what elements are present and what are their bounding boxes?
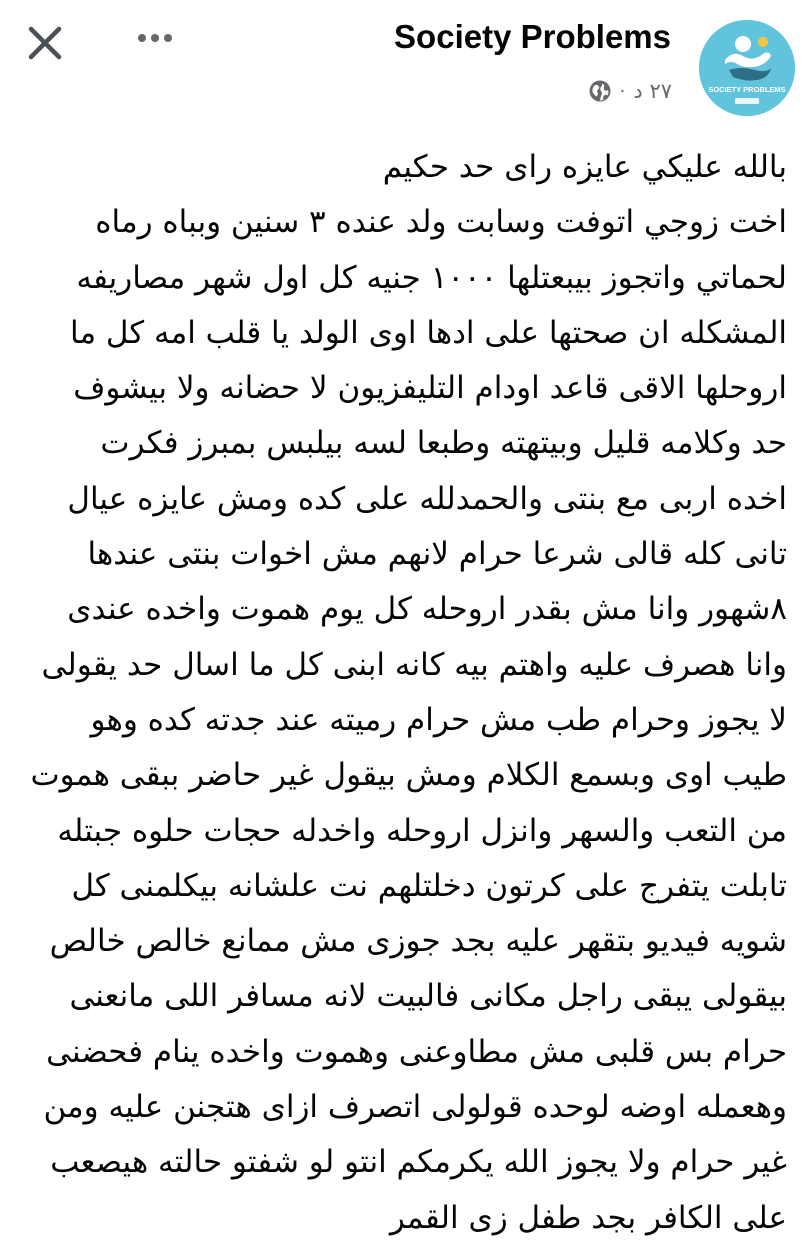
post-text-line: من التعب والسهر وانزل اروحله واخدله حجات حلوه جبتله xyxy=(57,812,787,849)
avatar[interactable] xyxy=(699,20,795,116)
post-text-line: ٨شهور وانا مش بقدر اروحله كل يوم هموت واخده عندى xyxy=(67,591,787,628)
more-horizontal-icon xyxy=(164,34,172,42)
post-text-line: طيب اوى وبسمع الكلام ومش بيقول غير حاضر ببقى هموت xyxy=(30,757,787,794)
post-text-line: تانى كله قالى شرعا حرام لانهم مش اخوات بنتى عندها xyxy=(87,536,787,573)
post-text-line: شويه فيديو بتقهر عليه بجد جوزى مش ممانع خالص خالص xyxy=(49,923,787,960)
globe-icon[interactable] xyxy=(588,79,612,103)
more-horizontal-icon xyxy=(151,34,159,42)
close-button[interactable] xyxy=(22,20,68,66)
post-text-line: تابلت يتفرج على كرتون دخلتلهم نت علشانه بيكلمنى كل xyxy=(71,867,787,904)
post-text-line: وهعمله اوضه لوحده قولولى اتصرف ازاى هتجنن عليه ومن xyxy=(43,1089,787,1126)
society-problems-logo xyxy=(699,20,795,116)
close-icon xyxy=(22,20,68,66)
post-text-line: وانا هصرف عليه واهتم بيه كانه ابنى كل ما اسال حد يقولى xyxy=(41,646,787,683)
post-text-line: بيقولى يبقى راجل مكانى فالبيت لانه مسافر اللى مانعنى xyxy=(69,978,787,1015)
more-horizontal-icon xyxy=(138,34,146,42)
post-text-line: بالله عليكي عايزه راى حد حكيم xyxy=(382,149,787,185)
post-text-line: اخده اربى مع بنتى والحمدلله على كده ومش عايزه عيال xyxy=(67,480,787,517)
page-name-link[interactable]: Society Problems xyxy=(394,18,671,55)
post-text-line: حرام بس قلبى مش مطاوعنى وهموت واخده ينام فحضنى xyxy=(46,1033,787,1070)
post-text-line: لا يجوز وحرام طب مش حرام رميته عند جدته كده وهو xyxy=(90,701,787,738)
post-text-line: حد وكلامه قليل وبيتهته وطبعا لسه بيلبس بمبرز فكرت xyxy=(100,425,787,462)
post-text-line: المشكله ان صحتها على ادها اوى الولد يا قلب امه كل ما xyxy=(70,314,787,351)
post-header xyxy=(0,0,807,130)
post-text-line: غير حرام ولا يجوز الله يكرمكم انتو لو شفتو حالته هيصعب xyxy=(50,1144,787,1181)
avatar-logo-text: SOCIETY PROBLEMS xyxy=(708,85,786,94)
meta-separator: · xyxy=(619,80,626,102)
post-text-line: لحماتي واتجوز بيبعتلها ١٠٠٠ جنيه كل اول شهر مصاريفه xyxy=(76,259,787,296)
post-meta xyxy=(588,76,672,106)
post-text-line: اروحلها الاقى قاعد اودام التليفزيون لا حضانه ولا بيشوف xyxy=(73,370,787,407)
post-text xyxy=(20,140,787,1246)
more-options-button[interactable] xyxy=(130,18,180,58)
post-text-line: اخت زوجي اتوفت وسابت ولد عنده ٣ سنين وبباه رماه xyxy=(95,204,787,241)
post-timestamp[interactable]: ٢٧ د xyxy=(633,79,672,103)
post-text-line: على الكافر بجد طفل زى القمر xyxy=(389,1199,787,1236)
